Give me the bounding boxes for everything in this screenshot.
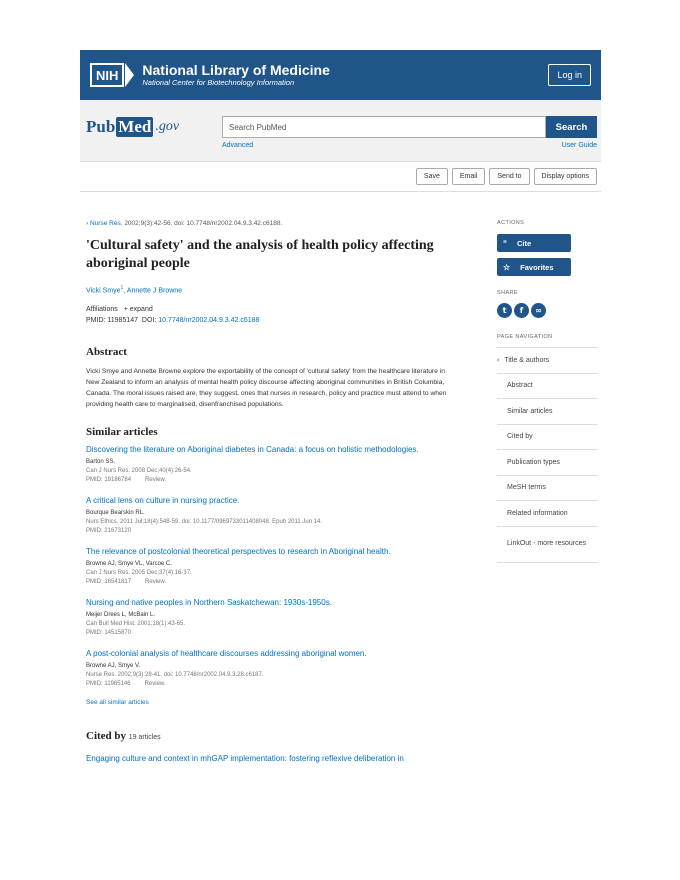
nih-banner bbox=[80, 50, 601, 100]
journal-link[interactable]: Nurse Res. bbox=[89, 220, 123, 227]
cited-by-article-title[interactable]: Engaging culture and context in mhGAP implementation: fostering reflexive deliberation in bbox=[86, 754, 404, 764]
favorites-button[interactable] bbox=[497, 258, 571, 276]
similar-article-title[interactable]: Discovering the literature on Aboriginal diabetes in Canada: a focus on holistic methodologies. bbox=[86, 445, 419, 455]
send-to-button[interactable]: Send to bbox=[489, 168, 529, 185]
similar-article-authors: Barton SS. bbox=[86, 459, 116, 466]
similar-article-citation: Nurse Res. 2002;9(3):28-41. doi: 10.7748/nr2002.04.9.3.28.c6187. bbox=[86, 672, 264, 679]
similar-article-pmid: PMID: 11985146 Review. bbox=[86, 681, 166, 688]
article-identifiers bbox=[86, 317, 476, 324]
user-guide-link[interactable]: User Guide bbox=[561, 142, 597, 149]
page-navigation bbox=[497, 347, 598, 563]
search-area bbox=[80, 100, 601, 162]
similar-article-title[interactable]: Nursing and native peoples in Northern Saskatchewan: 1930s-1950s. bbox=[86, 598, 332, 608]
similar-article-pmid: PMID: 16541817 Review. bbox=[86, 579, 167, 586]
similar-article bbox=[86, 444, 476, 485]
actions-label: ACTIONS bbox=[497, 220, 525, 226]
similar-article bbox=[86, 495, 476, 536]
similar-article bbox=[86, 597, 476, 638]
page-navigation-label: PAGE NAVIGATION bbox=[497, 334, 553, 340]
star-icon: ☆ bbox=[503, 262, 511, 272]
nav-item-similar-articles[interactable]: Similar articles bbox=[497, 399, 598, 425]
facebook-icon[interactable]: f bbox=[514, 303, 529, 318]
nav-item-mesh-terms[interactable]: MeSH terms bbox=[497, 476, 598, 502]
doi-link[interactable]: 10.7748/nr2002.04.9.3.42.c6188 bbox=[158, 317, 260, 325]
similar-article-citation: Can J Nurs Res. 2008 Dec;40(4):26-54. bbox=[86, 468, 192, 475]
nih-badge: NIH bbox=[90, 63, 124, 87]
nih-logo[interactable] bbox=[90, 63, 330, 87]
similar-article bbox=[86, 546, 476, 587]
similar-articles-list bbox=[86, 444, 476, 689]
review-badge: Review. bbox=[145, 477, 167, 484]
journal-citation bbox=[86, 220, 476, 227]
logo-med: Med bbox=[118, 117, 152, 136]
similar-article-authors: Browne AJ, Smye VL, Varcoe C. bbox=[86, 561, 172, 568]
article-title: 'Cultural safety' and the analysis of health policy affecting aboriginal people bbox=[86, 238, 434, 271]
nih-chevron-icon bbox=[125, 63, 134, 87]
similar-article-citation: Can J Nurs Res. 2005 Dec;37(4):16-37. bbox=[86, 570, 192, 577]
similar-article-pmid: PMID: 19186784 Review. bbox=[86, 477, 167, 484]
author-link[interactable]: Vicki Smye bbox=[86, 287, 121, 295]
abstract-text: Vicki Smye and Annette Browne explore the exportability of the concept of 'cultural safety' from the healthcare literature in New Zealand to inform an analysis of mental health policy discourse affecting aboriginal communities in British Columbia, Canada. The moral issues raised are, they suggest, ones that nurses in research, policy and practice must attend to when providing health care to marginalised, disenfranchised populations. bbox=[86, 368, 447, 409]
share-label: SHARE bbox=[497, 290, 518, 296]
display-options-button[interactable]: Display options bbox=[534, 168, 597, 185]
affiliations bbox=[86, 306, 476, 313]
permalink-icon[interactable]: ∞ bbox=[531, 303, 546, 318]
favorites-label: Favorites bbox=[520, 262, 554, 272]
chevron-left-icon: ‹ bbox=[497, 356, 500, 364]
similar-article-title[interactable]: A critical lens on culture in nursing practice. bbox=[86, 496, 240, 506]
save-button[interactable]: Save bbox=[416, 168, 448, 185]
author-link[interactable]: Annette J Browne bbox=[126, 287, 183, 295]
logo-pub: Pub bbox=[86, 117, 116, 136]
nih-title: National Library of Medicine bbox=[142, 62, 330, 78]
similar-articles-heading: Similar articles bbox=[86, 426, 158, 439]
twitter-icon[interactable]: t bbox=[497, 303, 512, 318]
doi-label: DOI: bbox=[141, 317, 157, 325]
similar-article-authors: Meijer Drees L, McBain L. bbox=[86, 612, 156, 619]
expand-affiliations-button[interactable]: + expand bbox=[123, 306, 153, 314]
similar-article-title[interactable]: The relevance of postcolonial theoretical perspectives to research in Aboriginal health. bbox=[86, 547, 391, 557]
review-badge: Review. bbox=[145, 579, 167, 586]
cited-by-label: Cited by bbox=[86, 730, 127, 743]
authors-list: Vicki Smye$^1$, Annette J Browne bbox=[86, 285, 183, 295]
nih-subtitle: National Center for Biotechnology Information bbox=[142, 78, 295, 87]
nav-item-linkout[interactable]: LinkOut - more resources bbox=[497, 527, 598, 563]
author-affiliation-sup[interactable]: 1 bbox=[120, 285, 124, 291]
quote-icon: “ bbox=[503, 238, 507, 248]
email-button[interactable]: Email bbox=[452, 168, 486, 185]
logo-gov: .gov bbox=[155, 119, 180, 134]
similar-article-pmid: PMID: 21673120 bbox=[86, 528, 132, 535]
pubmed-logo[interactable] bbox=[86, 117, 179, 137]
article-toolbar bbox=[80, 162, 601, 192]
see-all-similar-link[interactable]: See all similar articles bbox=[86, 699, 149, 707]
journal-chevron-icon: › bbox=[86, 220, 89, 227]
nav-item-cited-by[interactable]: Cited by bbox=[497, 425, 598, 451]
similar-article-citation: Can Bull Med Hist. 2001;18(1):43-65. bbox=[86, 621, 186, 628]
cite-button[interactable] bbox=[497, 234, 571, 252]
nav-item-title-authors[interactable]: ‹ Title & authors bbox=[497, 348, 598, 374]
advanced-search-link[interactable]: Advanced bbox=[222, 142, 254, 149]
similar-article-title[interactable]: A post-colonial analysis of healthcare discourses addressing aboriginal women. bbox=[86, 649, 367, 659]
login-button[interactable]: Log in bbox=[548, 64, 591, 86]
similar-article bbox=[86, 648, 476, 689]
nav-item-publication-types[interactable]: Publication types bbox=[497, 450, 598, 476]
search-input[interactable]: Search PubMed bbox=[222, 116, 546, 138]
review-badge: Review. bbox=[144, 681, 166, 688]
cited-by-heading bbox=[86, 730, 476, 742]
actions-sidebar bbox=[497, 220, 598, 563]
pubmed-page bbox=[80, 50, 601, 830]
similar-article-pmid: PMID: 14515870 bbox=[86, 630, 132, 637]
pmid: PMID: 11985147 bbox=[86, 317, 139, 325]
citation-text: 2002;9(3):42-56. doi: 10.7748/nr2002.04.9.3.42.c6188. bbox=[124, 220, 283, 227]
similar-article-citation: Nurs Ethics. 2011 Jul;18(4):548-59. doi: 10.1177/0969733011408048. Epub 2011 Jun 14. bbox=[86, 519, 323, 526]
article-main bbox=[86, 220, 476, 763]
similar-article-authors: Bourque Bearskin RL. bbox=[86, 510, 145, 517]
nav-item-related-information[interactable]: Related information bbox=[497, 501, 598, 527]
cite-label: Cite bbox=[517, 238, 532, 248]
cited-by-count: 19 articles bbox=[128, 734, 161, 742]
affiliations-label: Affiliations bbox=[86, 306, 118, 314]
share-icons bbox=[497, 303, 598, 318]
search-button[interactable]: Search bbox=[546, 116, 597, 138]
similar-article-authors: Browne AJ, Smye V. bbox=[86, 663, 141, 670]
nav-item-abstract[interactable]: Abstract bbox=[497, 374, 598, 400]
abstract-heading: Abstract bbox=[86, 346, 127, 359]
